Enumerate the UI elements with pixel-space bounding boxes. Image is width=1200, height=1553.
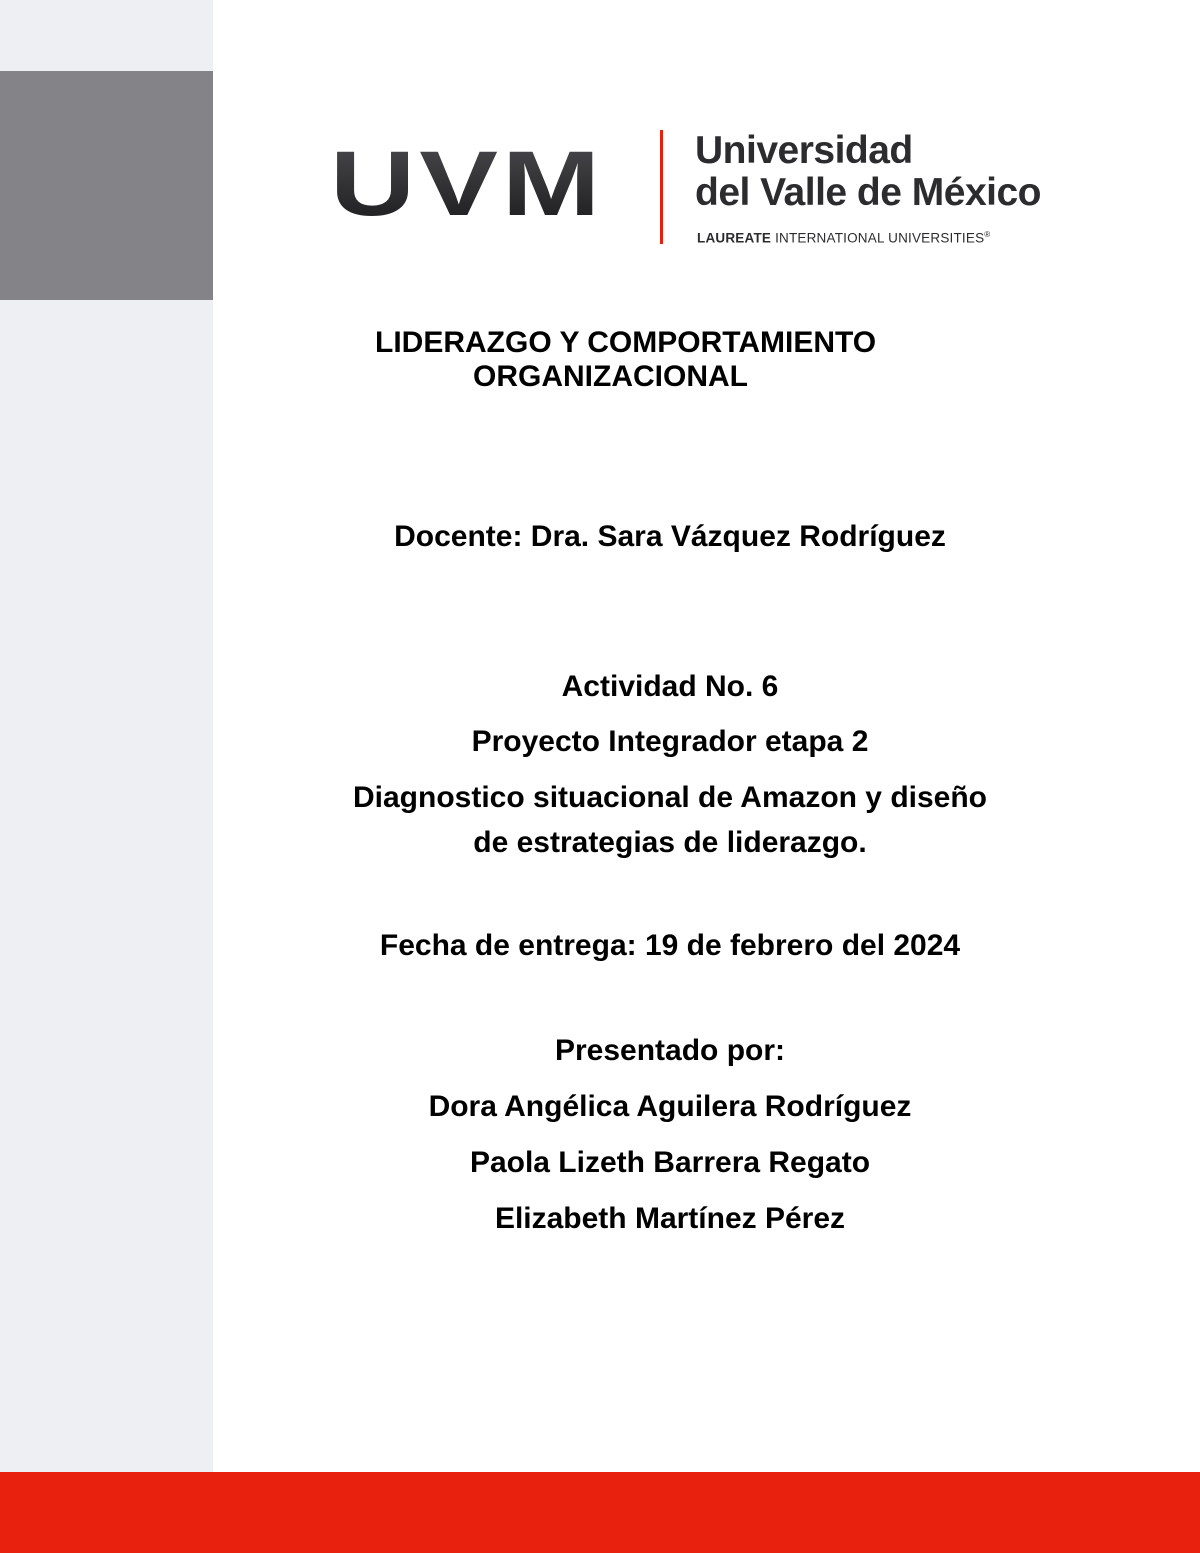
activity-description-line1: Diagnostico situacional de Amazon y diseño [353, 781, 987, 814]
bottom-red-band [0, 1472, 1200, 1553]
laureate-bold: LAUREATE [697, 230, 772, 246]
uvm-logo-mark: UVM [330, 132, 605, 236]
author-name: Dora Angélica Aguilera Rodríguez [428, 1090, 912, 1123]
author-name: Elizabeth Martínez Pérez [494, 1202, 846, 1235]
course-title-line2: ORGANIZACIONAL [473, 360, 748, 393]
laureate-rest: INTERNATIONAL UNIVERSITIES [775, 230, 985, 246]
activity-number: Actividad No. 6 [561, 670, 779, 703]
uvm-logo [330, 122, 1090, 252]
left-gray-block [0, 71, 213, 300]
project-stage: Proyecto Integrador etapa 2 [471, 725, 869, 758]
laureate-tagline [697, 230, 990, 246]
university-name-line2: del Valle de México [695, 171, 1041, 214]
university-name-line1: Universidad [695, 129, 913, 172]
course-title [375, 326, 1015, 394]
activity-description-line2: de estrategias de liderazgo. [473, 826, 867, 859]
teacher-name: Docente: Dra. Sara Vázquez Rodríguez [394, 520, 946, 553]
course-title-line1: LIDERAZGO Y COMPORTAMIENTO [375, 326, 877, 359]
university-name [695, 130, 1041, 214]
presented-by-label: Presentado por: [554, 1034, 786, 1067]
logo-divider [660, 130, 663, 244]
author-name: Paola Lizeth Barrera Regato [469, 1146, 871, 1179]
registered-mark: ® [984, 230, 991, 239]
due-date: Fecha de entrega: 19 de febrero del 2024 [379, 929, 961, 962]
